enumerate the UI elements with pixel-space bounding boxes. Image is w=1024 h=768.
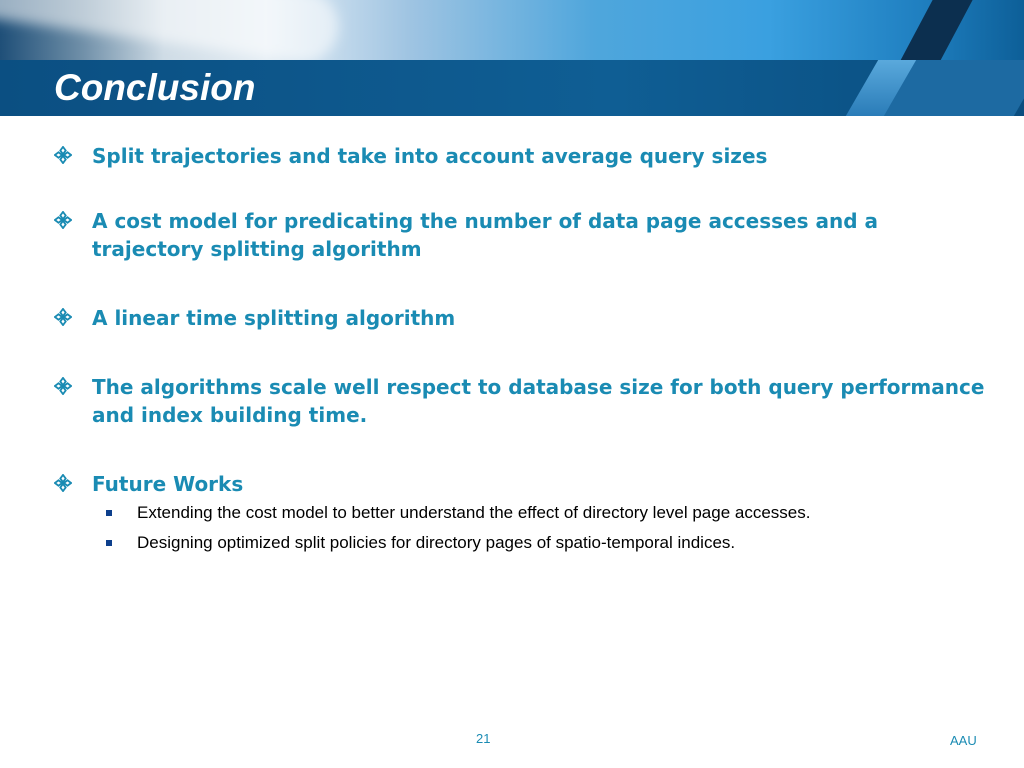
square-bullet-icon <box>106 540 112 546</box>
bullet-text: Future Works <box>92 472 244 496</box>
sub-bullet-text: Extending the cost model to better understand the effect of directory level page accesses. <box>137 503 811 522</box>
four-petal-diamond-icon <box>54 211 72 229</box>
sub-bullet-item <box>54 502 994 524</box>
sub-bullet-item <box>54 532 994 554</box>
bullet-text: A linear time splitting algorithm <box>92 306 456 330</box>
header-photo-banner <box>0 0 1024 62</box>
four-petal-diamond-icon <box>54 474 72 492</box>
bullet-text: The algorithms scale well respect to database size for both query performance and index building time. <box>92 375 985 427</box>
bullet-item <box>54 373 994 429</box>
bullet-item <box>54 207 994 263</box>
bullet-item <box>54 304 994 332</box>
four-petal-diamond-icon <box>54 377 72 395</box>
footer-organization: AAU <box>950 733 977 748</box>
bullet-item <box>54 470 994 498</box>
page-number: 21 <box>476 731 491 746</box>
four-petal-diamond-icon <box>54 308 72 326</box>
square-bullet-icon <box>106 510 112 516</box>
bullet-text: A cost model for predicating the number of data page accesses and a trajectory splitting algorithm <box>92 209 878 261</box>
four-petal-diamond-icon <box>54 146 72 164</box>
bullet-list <box>54 140 994 554</box>
sub-bullet-text: Designing optimized split policies for directory pages of spatio-temporal indices. <box>137 533 736 552</box>
bullet-text: Split trajectories and take into account average query sizes <box>92 144 768 168</box>
slide-title: Conclusion <box>54 67 256 108</box>
bullet-item <box>54 142 994 170</box>
